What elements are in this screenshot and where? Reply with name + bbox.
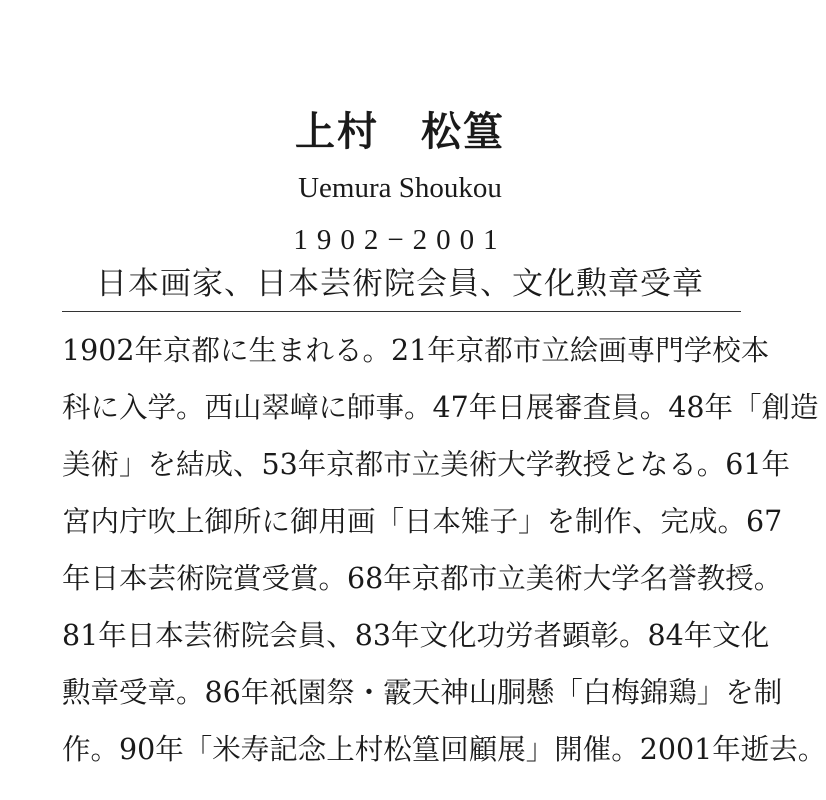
biography-line: 科に入学。西山翠嶂に師事。47年日展審査員。48年「創造 xyxy=(62,391,819,424)
biography-line: 81年日本芸術院会員、83年文化功労者顕彰。84年文化 xyxy=(62,619,770,652)
section-divider xyxy=(62,311,741,312)
artist-name: 上村 松篁 xyxy=(295,108,505,155)
biography-line: 宮内庁吹上御所に御用画「日本雉子」を制作、完成。67 xyxy=(62,505,783,538)
artist-name-romaji: Uemura Shoukou xyxy=(298,172,502,204)
biography-line: 美術」を結成、53年京都市立美術大学教授となる。61年 xyxy=(62,448,791,481)
biography-line: 年日本芸術院賞受賞。68年京都市立美術大学名誉教授。 xyxy=(62,562,783,595)
biography-line: 1902年京都に生まれる。21年京都市立絵画専門学校本 xyxy=(62,334,770,367)
artist-titles: 日本画家、日本芸術院会員、文化勲章受章 xyxy=(96,266,704,302)
biography-text xyxy=(62,322,826,778)
biography-line: 勲章受章。86年祇園祭・霰天神山胴懸「白梅錦鶏」を制 xyxy=(62,676,783,709)
artist-years: 1902−2001 xyxy=(293,224,507,256)
biography-line: 作。90年「米寿記念上村松篁回顧展」開催。2001年逝去。 xyxy=(62,733,826,766)
